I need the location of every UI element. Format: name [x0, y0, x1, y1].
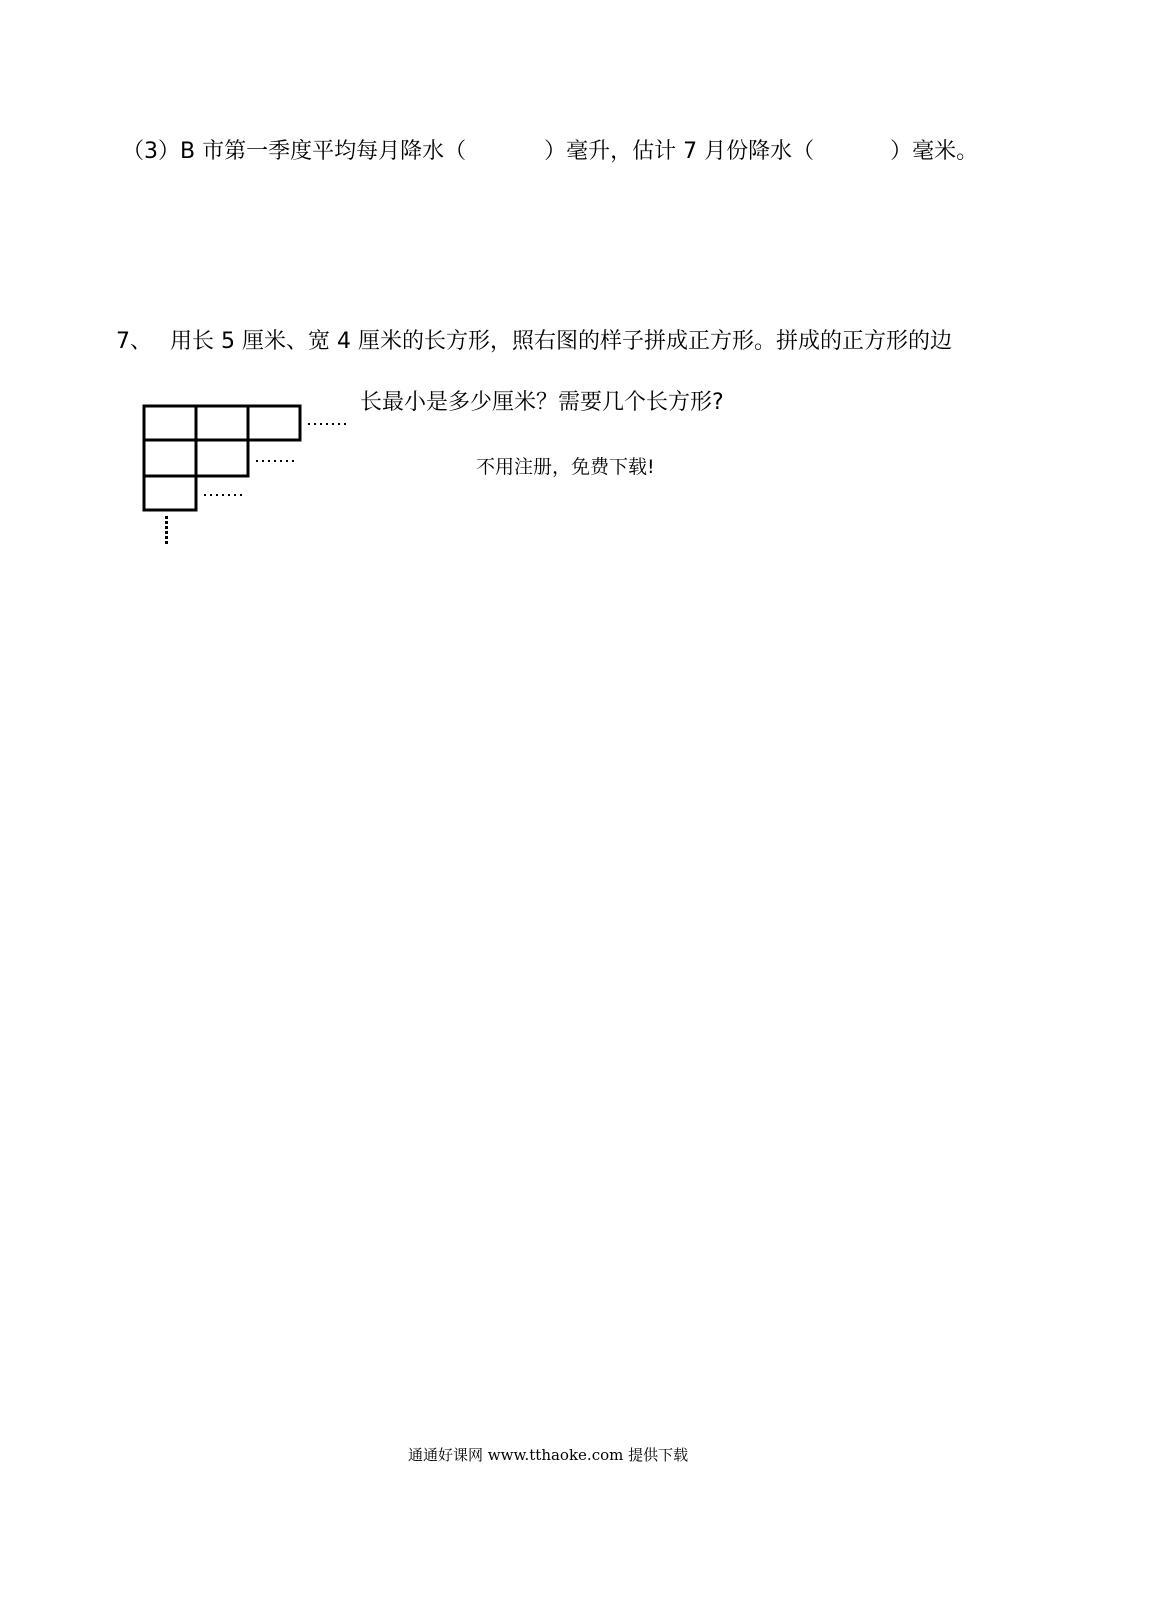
page-footer: 通通好课网 www.tthaoke.com 提供下载 — [408, 1446, 689, 1464]
question-3-prefix: （3）B 市第一季度平均每月降水（ — [122, 139, 467, 164]
question-7-line-1 — [116, 331, 952, 353]
free-download-note: 不用注册，免费下载! — [476, 456, 655, 478]
tile-rectangle — [144, 476, 196, 510]
question-3-text — [122, 141, 978, 163]
tile-rectangle — [144, 406, 196, 440]
rectangle-tiling-figure — [140, 402, 360, 552]
tile-rectangle — [144, 440, 196, 476]
tile-rectangle — [196, 406, 248, 440]
question-3-middle: ）毫升，估计 7 月份降水（ — [544, 139, 815, 164]
question-3-suffix: ）毫米。 — [890, 139, 979, 164]
tile-rectangle — [248, 406, 300, 440]
question-7-line-2: 长最小是多少厘米？需要几个长方形? — [360, 390, 724, 415]
tile-rectangle — [196, 440, 248, 476]
question-7-number: 7、 — [116, 329, 152, 354]
question-7-text-1: 用长 5 厘米、宽 4 厘米的长方形，照右图的样子拼成正方形。拼成的正方形的边 — [170, 329, 952, 354]
